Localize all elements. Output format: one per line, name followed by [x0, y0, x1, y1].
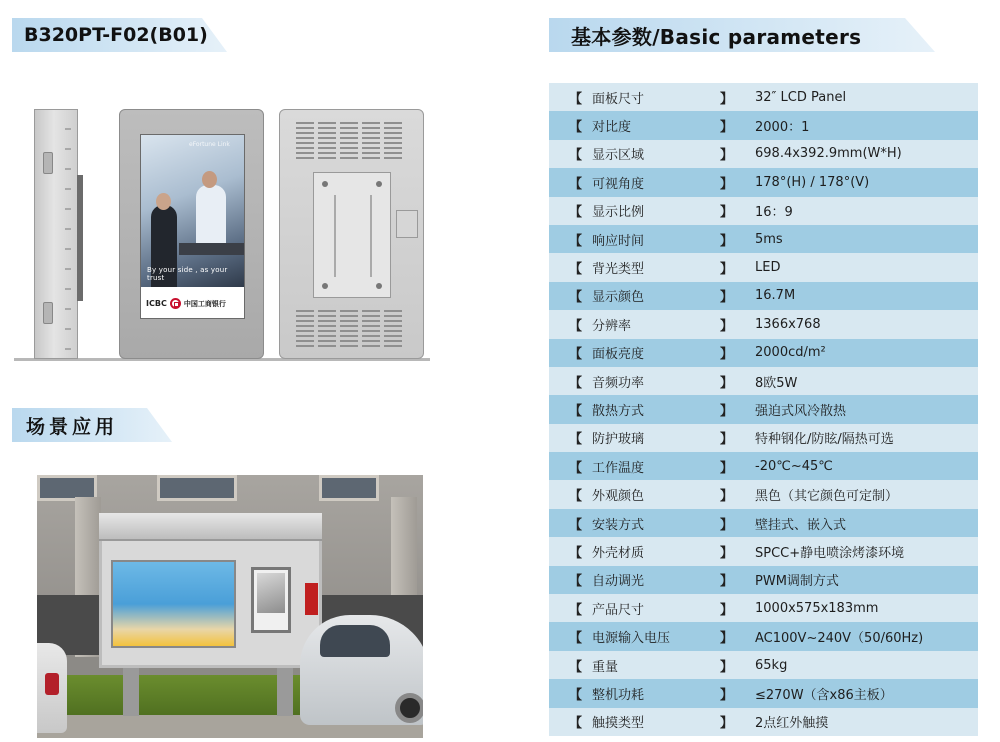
param-label: 显示区域 — [592, 148, 645, 164]
bracket-right: 】 — [720, 659, 734, 675]
param-label: 安装方式 — [592, 517, 645, 533]
bracket-right: 】 — [720, 120, 734, 136]
bracket-right: 】 — [720, 432, 734, 448]
bracket-right: 】 — [720, 545, 734, 561]
param-label: 面板亮度 — [592, 347, 645, 363]
io-port-box — [396, 210, 418, 238]
vent-grille — [384, 310, 402, 348]
param-value: ≤270W（含x86主板） — [755, 687, 893, 703]
param-value: SPCC+静电喷涂烤漆环境 — [755, 545, 905, 561]
kiosk-advertisement — [111, 560, 236, 648]
param-value: 698.4x392.9mm(W*H) — [755, 146, 902, 162]
param-row — [549, 367, 978, 395]
kiosk-leg — [277, 668, 293, 716]
param-row — [549, 537, 978, 565]
bracket-right: 】 — [720, 403, 734, 419]
vent-grille — [296, 310, 314, 348]
vent-grille — [318, 310, 336, 348]
param-label: 重量 — [592, 659, 619, 675]
vent-grille — [296, 122, 314, 160]
vent-row-top — [296, 122, 408, 160]
bracket-left: 【 — [569, 517, 583, 533]
bracket-right: 】 — [720, 687, 734, 703]
param-label: 电源输入电压 — [592, 631, 671, 647]
bracket-left: 【 — [569, 460, 583, 476]
param-value: 32″ LCD Panel — [755, 89, 847, 105]
param-row — [549, 424, 978, 452]
param-label: 整机功耗 — [592, 687, 645, 703]
bracket-left: 【 — [569, 631, 583, 647]
param-value: -20℃~45℃ — [755, 458, 833, 474]
param-row — [549, 339, 978, 367]
vent-grille — [340, 122, 358, 160]
product-side-view — [34, 109, 78, 359]
bracket-right: 】 — [720, 460, 734, 476]
param-value: 特种钢化/防眩/隔热可选 — [755, 432, 894, 448]
person-head — [156, 193, 171, 210]
param-value: 8欧5W — [755, 375, 798, 391]
param-value: 壁挂式、嵌入式 — [755, 517, 847, 533]
bracket-left: 【 — [569, 432, 583, 448]
param-row — [549, 679, 978, 707]
bracket-right: 】 — [720, 233, 734, 249]
bolt-icon — [376, 181, 382, 187]
bracket-left: 【 — [569, 687, 583, 703]
param-row — [549, 225, 978, 253]
vent-row-bottom — [296, 310, 408, 348]
param-label: 对比度 — [592, 120, 632, 136]
param-row — [549, 111, 978, 139]
bracket-right: 】 — [720, 489, 734, 505]
param-label: 外观颜色 — [592, 489, 645, 505]
car-wheel — [395, 693, 423, 723]
param-label: 音频功率 — [592, 375, 645, 391]
building-window — [157, 475, 237, 501]
param-label: 触摸类型 — [592, 716, 645, 732]
param-value: 强迫式风冷散热 — [755, 403, 847, 419]
icbc-logo-icon — [170, 298, 181, 309]
param-label: 工作温度 — [592, 460, 645, 476]
kiosk-screen-content — [257, 573, 285, 613]
kiosk-header — [99, 513, 322, 541]
bracket-right: 】 — [720, 262, 734, 278]
param-row — [549, 140, 978, 168]
screen-watermark: eFortune Link — [189, 141, 230, 148]
param-row — [549, 594, 978, 622]
param-label: 面板尺寸 — [592, 91, 645, 107]
param-value: 65kg — [755, 657, 788, 673]
bracket-left: 【 — [569, 489, 583, 505]
bracket-right: 】 — [720, 375, 734, 391]
product-front-view — [119, 109, 264, 359]
bracket-left: 【 — [569, 375, 583, 391]
vent-grille — [318, 122, 336, 160]
bolt-icon — [322, 283, 328, 289]
param-label: 显示颜色 — [592, 290, 645, 306]
vent-grille — [362, 122, 380, 160]
product-back-view — [279, 109, 424, 359]
param-value: 5ms — [755, 231, 783, 247]
param-row — [549, 395, 978, 423]
bracket-left: 【 — [569, 347, 583, 363]
param-value: 1000x575x183mm — [755, 600, 879, 616]
params-title: 基本参数/Basic parameters — [571, 24, 862, 49]
bracket-right: 】 — [720, 631, 734, 647]
param-row — [549, 310, 978, 338]
kiosk-lcd-screen — [251, 567, 291, 633]
bracket-left: 【 — [569, 602, 583, 618]
person-figure — [196, 185, 226, 250]
param-row — [549, 651, 978, 679]
bracket-left: 【 — [569, 290, 583, 306]
param-label: 响应时间 — [592, 233, 645, 249]
param-row — [549, 452, 978, 480]
param-row — [549, 622, 978, 650]
bracket-right: 】 — [720, 148, 734, 164]
bracket-left: 【 — [569, 574, 583, 590]
param-label: 分辨率 — [592, 318, 632, 334]
param-row — [549, 253, 978, 281]
bracket-right: 】 — [720, 716, 734, 732]
bank-name: 中国工商银行 — [183, 299, 226, 308]
bracket-left: 【 — [569, 233, 583, 249]
bracket-left: 【 — [569, 545, 583, 561]
bracket-left: 【 — [569, 120, 583, 136]
side-handle — [43, 152, 53, 174]
param-label: 背光类型 — [592, 262, 645, 278]
bracket-right: 】 — [720, 517, 734, 533]
bracket-left: 【 — [569, 176, 583, 192]
param-row — [549, 708, 978, 736]
scene-application-photo — [37, 475, 423, 738]
model-title-ribbon — [12, 18, 227, 52]
param-label: 产品尺寸 — [592, 602, 645, 618]
kiosk-red-panel — [305, 583, 318, 615]
param-label: 防护玻璃 — [592, 432, 645, 448]
param-row — [549, 480, 978, 508]
param-value: 黑色（其它颜色可定制） — [755, 489, 899, 505]
bracket-left: 【 — [569, 403, 583, 419]
kiosk-leg — [123, 668, 139, 716]
bracket-left: 【 — [569, 659, 583, 675]
param-label: 散热方式 — [592, 403, 645, 419]
bank-logo-bar — [141, 287, 244, 319]
param-label: 自动调光 — [592, 574, 645, 590]
bolt-icon — [322, 181, 328, 187]
mount-bracket — [334, 195, 372, 277]
person-head — [202, 171, 217, 188]
car-window — [320, 625, 390, 657]
bracket-left: 【 — [569, 205, 583, 221]
bracket-right: 】 — [720, 347, 734, 363]
bracket-left: 【 — [569, 148, 583, 164]
screen-slogan: By your side , as your trust — [147, 266, 228, 282]
param-value: 1366x768 — [755, 316, 821, 332]
bracket-right: 】 — [720, 318, 734, 334]
scene-title-ribbon — [12, 408, 172, 442]
param-value: PWM调制方式 — [755, 574, 839, 590]
param-value: 2000cd/m² — [755, 345, 826, 361]
param-row — [549, 168, 978, 196]
side-handle — [43, 302, 53, 324]
param-value: 16：9 — [755, 205, 793, 221]
param-value: 2000：1 — [755, 120, 810, 136]
bracket-right: 】 — [720, 290, 734, 306]
bracket-right: 】 — [720, 91, 734, 107]
param-row — [549, 282, 978, 310]
param-row — [549, 509, 978, 537]
bracket-left: 【 — [569, 262, 583, 278]
wall-mount-plate — [313, 172, 391, 298]
car-tail-light — [45, 673, 59, 695]
desk — [179, 243, 245, 255]
parameters-table — [549, 83, 978, 736]
bracket-right: 】 — [720, 574, 734, 590]
bracket-left: 【 — [569, 91, 583, 107]
bracket-right: 】 — [720, 205, 734, 221]
bracket-right: 】 — [720, 176, 734, 192]
scene-title: 场景应用 — [26, 415, 119, 438]
front-screen — [140, 134, 245, 319]
bracket-left: 【 — [569, 716, 583, 732]
vent-grille — [340, 310, 358, 348]
bracket-left: 【 — [569, 318, 583, 334]
param-value: 2点红外触摸 — [755, 716, 829, 732]
param-row — [549, 566, 978, 594]
param-label: 可视角度 — [592, 176, 645, 192]
side-screen-edge — [77, 175, 83, 301]
product-views — [12, 105, 432, 365]
bolt-icon — [376, 283, 382, 289]
param-value: 16.7M — [755, 288, 796, 304]
param-label: 显示比例 — [592, 205, 645, 221]
building-window — [319, 475, 379, 501]
params-title-ribbon — [549, 18, 935, 52]
vent-grille — [362, 310, 380, 348]
vent-grille — [384, 122, 402, 160]
param-row — [549, 83, 978, 111]
param-value: AC100V~240V（50/60Hz) — [755, 631, 924, 647]
param-value: LED — [755, 260, 781, 276]
param-label: 外壳材质 — [592, 545, 645, 561]
bracket-right: 】 — [720, 602, 734, 618]
param-value: 178°(H) / 178°(V) — [755, 174, 870, 190]
side-rivets — [65, 110, 71, 360]
model-title: B320PT-F02(B01) — [24, 24, 208, 46]
param-row — [549, 197, 978, 225]
screen-photo — [141, 135, 244, 287]
icbc-brand: ICBC — [146, 299, 167, 308]
